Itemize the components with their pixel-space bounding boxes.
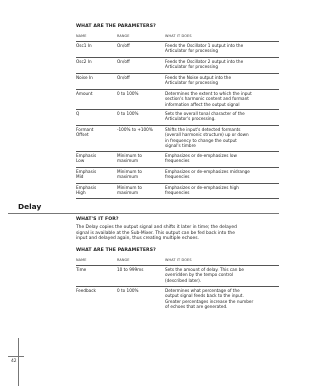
row-name: Emphasis Low bbox=[76, 153, 97, 164]
params-heading-2: WHAT ARE THE PARAMETERS? bbox=[76, 248, 156, 253]
row-description: Emphasizes or de-emphasizes midrange frequencies bbox=[165, 169, 250, 180]
row-description: Shifts the input's detected formants (overall harmonic structure) up or down in frequency to change the output signal's timbre bbox=[165, 127, 249, 148]
column-header-name: NAME bbox=[76, 258, 87, 262]
row-range: 0 to 100% bbox=[117, 91, 139, 96]
row-divider bbox=[76, 286, 279, 287]
row-name: Osc2 In bbox=[76, 59, 92, 64]
column-header-range: RANGE bbox=[117, 258, 130, 262]
row-description: Feeds the Noise output into the Articulator for processing bbox=[165, 75, 232, 86]
params-heading-1: WHAT ARE THE PARAMETERS? bbox=[76, 24, 156, 29]
row-divider bbox=[76, 73, 279, 74]
section-title-delay: Delay bbox=[18, 202, 42, 211]
row-description: Feeds the Oscillator 1 output into the Articulator for processing bbox=[165, 43, 244, 54]
row-range: 0 to 100% bbox=[117, 111, 139, 116]
row-description: Determines the extent to which the input section's harmonic content and formant information affect the output signal bbox=[165, 91, 252, 107]
row-divider bbox=[76, 198, 279, 199]
row-divider bbox=[76, 183, 279, 184]
row-description: Sets the amount of delay. This can be overridden by the tempo control (described later). bbox=[165, 267, 244, 283]
row-range: Minimum to maximum bbox=[117, 169, 142, 180]
row-divider bbox=[76, 89, 279, 90]
row-divider bbox=[76, 151, 279, 152]
row-divider bbox=[76, 57, 279, 58]
footer-margin-line bbox=[18, 338, 19, 386]
row-range: 10 to 999ms bbox=[117, 267, 144, 272]
row-description: Emphasizes or de-emphasizes low frequencies bbox=[165, 153, 237, 164]
row-name: Osc1 In bbox=[76, 43, 92, 48]
row-divider bbox=[76, 109, 279, 110]
delay-description: The Delay copies the output signal and shifts it later in time; the delayed signal is available at the Sub-Mixer. This output can be fed back into the input and delayed again, thus creating multiple echoes. bbox=[76, 225, 237, 241]
column-header-what-it-does: WHAT IT DOES bbox=[165, 34, 192, 38]
row-divider bbox=[76, 125, 279, 126]
row-range: Minimum to maximum bbox=[117, 185, 142, 196]
row-name: Emphasis Mid bbox=[76, 169, 97, 180]
row-range: -100% to +100% bbox=[117, 127, 153, 132]
row-range: On/off bbox=[117, 43, 130, 48]
row-name: Time bbox=[76, 267, 87, 272]
row-description: Sets the overall tonal character of the Articulator's processing. bbox=[165, 111, 245, 122]
row-name: Noise In bbox=[76, 75, 93, 80]
footer-rule bbox=[8, 356, 24, 357]
section-rule bbox=[8, 213, 279, 214]
column-header-name: NAME bbox=[76, 34, 87, 38]
row-description: Feeds the Oscillator 2 output into the Articulator for processing bbox=[165, 59, 244, 70]
column-header-range: RANGE bbox=[117, 34, 130, 38]
row-name: Feedback bbox=[76, 288, 96, 293]
row-name: Amount bbox=[76, 91, 93, 96]
column-header-what-it-does: WHAT IT DOES bbox=[165, 258, 192, 262]
row-divider bbox=[76, 167, 279, 168]
row-name: Q bbox=[76, 111, 80, 116]
row-description: Determines what percentage of the output signal feeds back to the input. Greater percentages increase the number of echoes that are generated. bbox=[165, 288, 254, 309]
row-description: Emphasizes or de-emphasizes high frequencies bbox=[165, 185, 239, 196]
row-range: On/off bbox=[117, 75, 130, 80]
whats-it-for-heading: WHAT'S IT FOR? bbox=[76, 217, 119, 222]
row-range: On/off bbox=[117, 59, 130, 64]
row-range: 0 to 100% bbox=[117, 288, 139, 293]
header-rule bbox=[76, 265, 279, 266]
row-range: Minimum to maximum bbox=[117, 153, 142, 164]
row-name: Emphasis High bbox=[76, 185, 97, 196]
row-name: Formant Offset bbox=[76, 127, 94, 138]
page-number: 42 bbox=[11, 359, 17, 364]
header-rule bbox=[76, 41, 279, 42]
